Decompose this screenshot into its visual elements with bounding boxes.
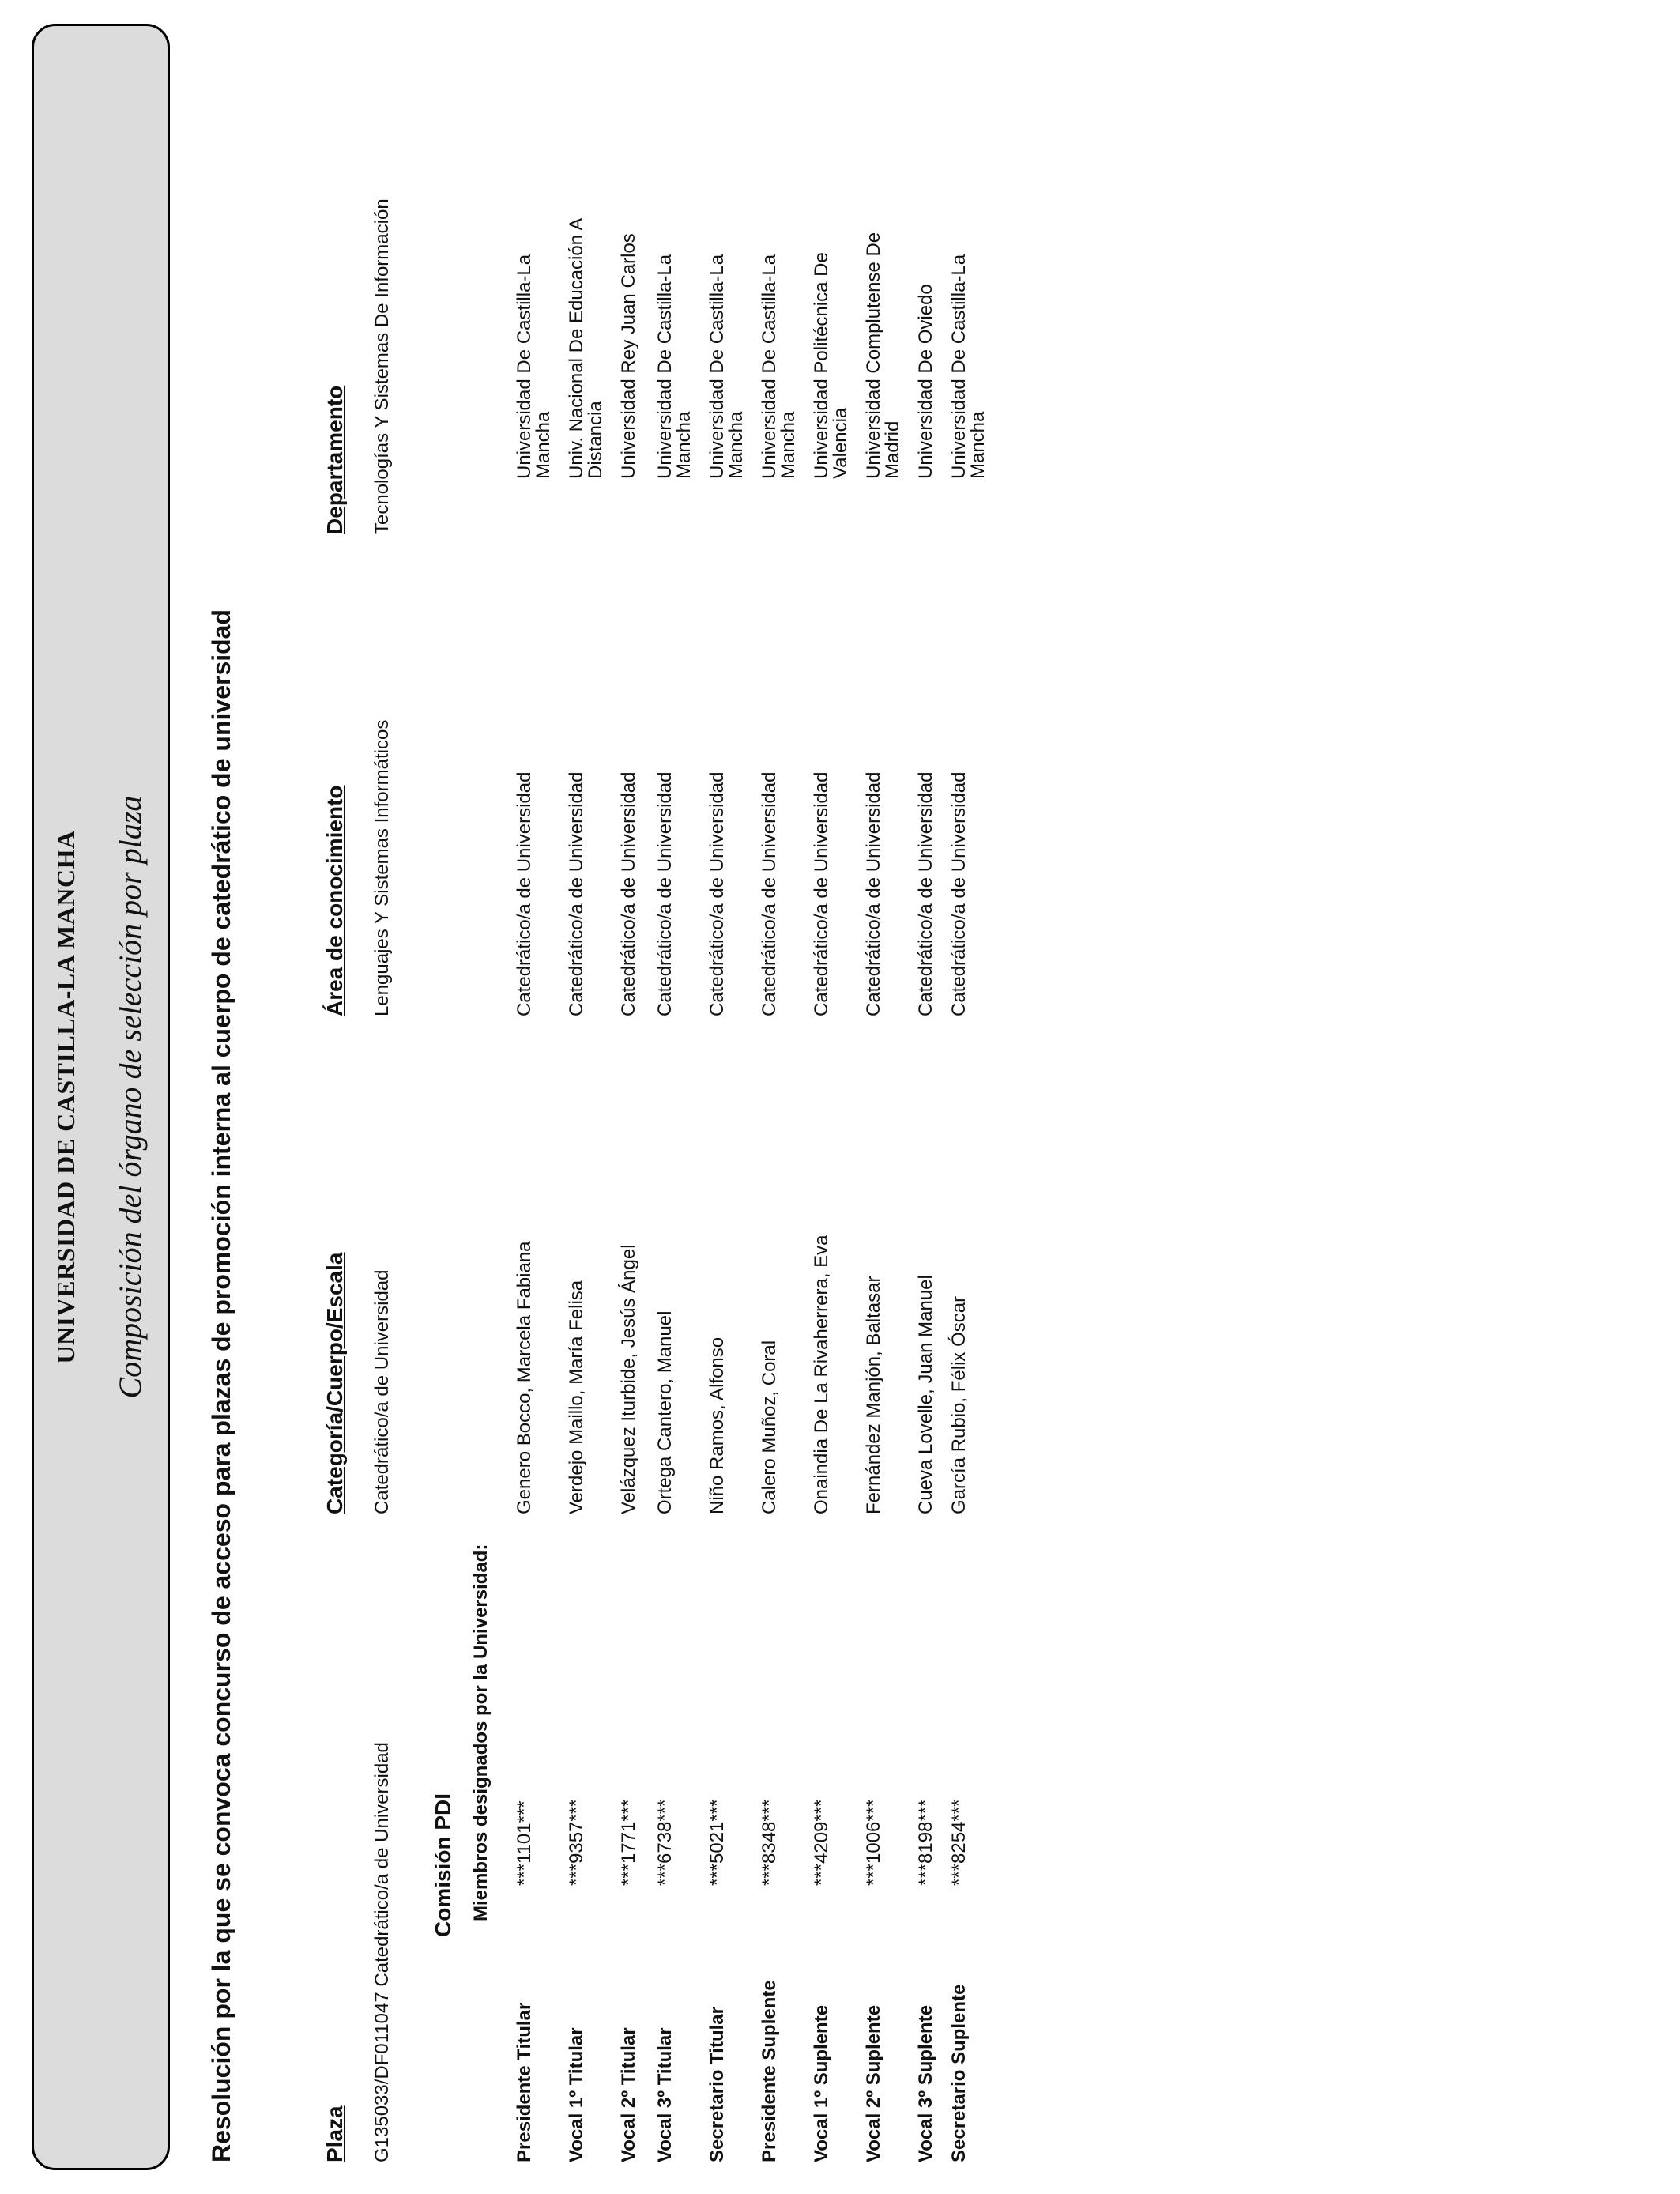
member-role: Vocal 2º Suplente [863, 2004, 884, 2162]
member-row [620, 0, 659, 2194]
column-header-categoria: Categoría/Cuerpo/Escala [322, 1252, 347, 1514]
member-name: Calero Muñoz, Coral [759, 1340, 780, 1514]
member-name: García Rubio, Félix Óscar [948, 1295, 970, 1514]
member-row [864, 0, 904, 2194]
member-name: Niño Ramos, Alfonso [706, 1336, 728, 1514]
member-name: Fernández Manjón, Baltasar [863, 1276, 884, 1514]
member-dni: ***6738*** [654, 1799, 676, 1886]
member-role: Vocal 2º Titular [618, 2027, 639, 2162]
member-category: Catedrático/a de Universidad [566, 771, 587, 1016]
member-category: Catedrático/a de Universidad [514, 771, 535, 1016]
member-row [950, 0, 989, 2194]
member-category: Catedrático/a de Universidad [811, 771, 832, 1016]
member-university: Universidad De Castilla-La Mancha [948, 254, 989, 479]
member-category: Catedrático/a de Universidad [863, 771, 884, 1016]
member-category: Catedrático/a de Universidad [915, 771, 936, 1016]
member-category: Catedrático/a de Universidad [759, 771, 780, 1016]
member-dni: ***4209*** [811, 1799, 832, 1886]
member-category: Catedrático/a de Universidad [706, 771, 728, 1016]
member-name: Verdejo Maillo, María Felisa [566, 1280, 587, 1514]
plaza-categoria: Catedrático/a de Universidad [371, 1269, 393, 1514]
member-university: Universidad De Castilla-La Mancha [654, 254, 695, 479]
member-university: Universidad Rey Juan Carlos [618, 233, 639, 479]
member-role: Secretario Titular [706, 2007, 728, 2162]
member-role: Vocal 1º Titular [566, 2027, 587, 2162]
member-name: Ortega Cantero, Manuel [654, 1310, 676, 1514]
member-dni: ***8348*** [759, 1799, 780, 1886]
member-name: Genero Bocco, Marcela Fabiana [514, 1241, 535, 1514]
member-role: Secretario Suplente [948, 1984, 970, 2162]
member-role: Vocal 3º Titular [654, 2027, 676, 2162]
column-header-area: Área de conocimiento [322, 785, 347, 1016]
member-category: Catedrático/a de Universidad [618, 771, 639, 1016]
member-dni: ***1101*** [514, 1800, 535, 1886]
member-row [656, 0, 695, 2194]
member-role: Presidente Suplente [759, 1980, 780, 2162]
column-header-plaza: Plaza [322, 2105, 347, 2162]
member-dni: ***5021*** [706, 1799, 728, 1886]
member-university: Universidad De Oviedo [915, 284, 936, 479]
university-name: UNIVERSIDAD DE CASTILLA-LA MANCHA [51, 830, 80, 1364]
header-box [32, 24, 170, 2170]
resolution-title: Resolución por la que se convoca concurso de acceso para plazas de promoción interna al cuerpo de catedrático de universidad [207, 609, 235, 2162]
member-dni: ***8254*** [948, 1799, 970, 1886]
member-row [760, 0, 800, 2194]
member-role: Vocal 1º Suplente [811, 2004, 832, 2162]
member-university: Universidad De Castilla-La Mancha [706, 254, 747, 479]
member-dni: ***8198*** [915, 1799, 936, 1886]
member-university: Universidad De Castilla-La Mancha [514, 254, 554, 479]
commission-subtitle: Miembros designados por la Universidad: [470, 1544, 492, 1921]
member-university: Universidad Complutense De Madrid [863, 232, 903, 479]
member-university: Univ. Nacional De Educación A Distancia [566, 218, 606, 479]
member-university: Universidad De Castilla-La Mancha [759, 254, 799, 479]
plaza-area: Lenguajes Y Sistemas Informáticos [371, 719, 393, 1016]
member-university: Universidad Politécnica De Valencia [811, 252, 851, 479]
member-name: Velázquez Iturbide, Jesús Ángel [618, 1244, 639, 1514]
plaza-departamento: Tecnologías Y Sistemas De Información [371, 198, 393, 534]
column-header-departamento: Departamento [322, 385, 347, 534]
member-name: Cueva Lovelle, Juan Manuel [915, 1275, 936, 1514]
commission-title: Comisión PDI [431, 1793, 455, 1937]
member-row [567, 0, 607, 2194]
member-role: Vocal 3º Suplente [915, 2004, 936, 2162]
member-row [708, 0, 748, 2194]
member-category: Catedrático/a de Universidad [654, 771, 676, 1016]
plaza-code: G135033/DF011047 Catedrático/a de Universidad [371, 1742, 393, 2162]
member-row [515, 0, 555, 2194]
member-dni: ***1771*** [618, 1799, 639, 1886]
member-name: Onaindia De La Rivaherrera, Eva [811, 1235, 832, 1514]
document-subtitle: Composición del órgano de selección por plaza [112, 795, 148, 1399]
member-row [812, 0, 852, 2194]
member-category: Catedrático/a de Universidad [948, 771, 970, 1016]
member-role: Presidente Titular [514, 2002, 535, 2162]
member-dni: ***9357*** [566, 1799, 587, 1886]
member-dni: ***1006*** [863, 1799, 884, 1886]
